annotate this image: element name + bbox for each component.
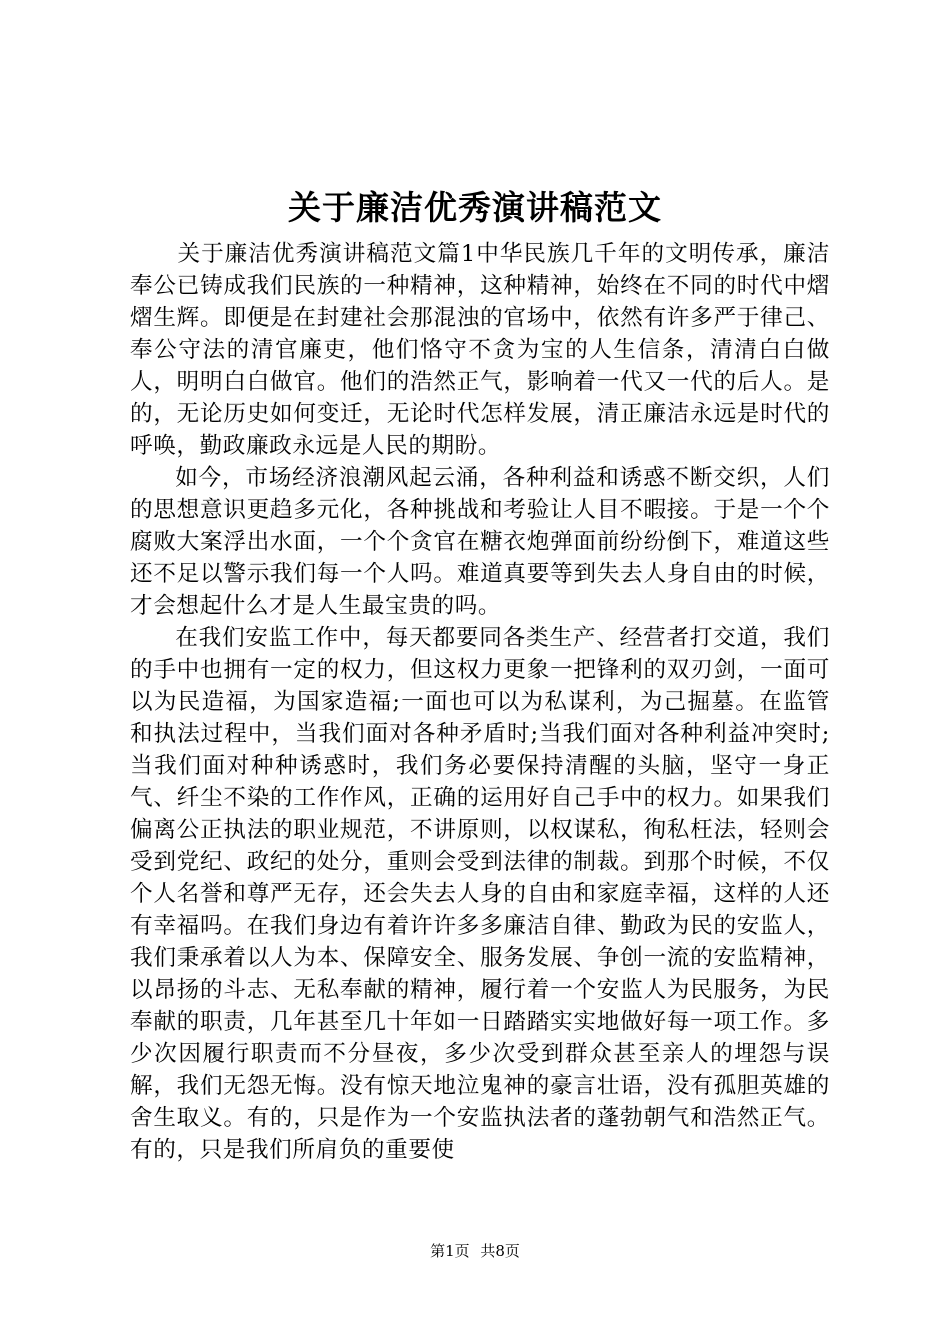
paragraph-1: 关于廉洁优秀演讲稿范文篇1中华民族几千年的文明传承，廉洁奉公已铸成我们民族的一种精神，这种精神，始终在不同的时代中熠熠生辉。即便是在封建社会那混浊的官场中，依然有许多严于律己、奉公守法的清官廉吏，他们恪守不贪为宝的人生信条，清清白白做人，明明白白做官。他们的浩然正气，影响着一代又一代的后人。是的，无论历史如何变迁，无论时代怎样发展，清正廉洁永远是时代的呼唤，勤政廉政永远是人民的期盼。 [130, 241, 830, 459]
document-body [130, 238, 830, 1166]
page-total: 共8页 [480, 1242, 520, 1260]
paragraph-2: 如今，市场经济浪潮风起云涌，各种利益和诱惑不断交织，人们的思想意识更趋多元化，各种挑战和考验让人目不暇接。于是一个个腐败大案浮出水面，一个个贪官在糖衣炮弹面前纷纷倒下，难道这些还不足以警示我们每一个人吗。难道真要等到失去人身自由的时候，才会想起什么才是人生最宝贵的吗。 [130, 465, 830, 619]
page-footer [0, 1241, 950, 1261]
page-number: 第1页 [430, 1242, 470, 1260]
paragraph-3: 在我们安监工作中，每天都要同各类生产、经营者打交道，我们的手中也拥有一定的权力，但这权力更象一把锋利的双刃剑，一面可以为民造福，为国家造福;一面也可以为私谋利，为己掘墓。在监管和执法过程中，当我们面对各种矛盾时;当我们面对各种利益冲突时;当我们面对种种诱惑时，我们务必要保持清醒的头脑，坚守一身正气、纤尘不染的工作作风，正确的运用好自己手中的权力。如果我们偏离公正执法的职业规范，不讲原则，以权谋私，徇私枉法，轻则会受到党纪、政纪的处分，重则会受到法律的制裁。到那个时候，不仅个人名誉和尊严无存，还会失去人身的自由和家庭幸福，这样的人还有幸福吗。在我们身边有着许许多多廉洁自律、勤政为民的安监人，我们秉承着以人为本、保障安全、服务发展、争创一流的安监精神，以昂扬的斗志、无私奉献的精神，履行着一个安监人为民服务，为民奉献的职责，几年甚至几十年如一日踏踏实实地做好每一项工作。多少次因履行职责而不分昼夜，多少次受到群众甚至亲人的埋怨与误解，我们无怨无悔。没有惊天地泣鬼神的豪言壮语，没有孤胆英雄的舍生取义。有的，只是作为一个安监执法者的蓬勃朝气和浩然正气。有的，只是我们所肩负的重要使 [130, 625, 830, 1163]
document-title: 关于廉洁优秀演讲稿范文 [288, 188, 662, 227]
